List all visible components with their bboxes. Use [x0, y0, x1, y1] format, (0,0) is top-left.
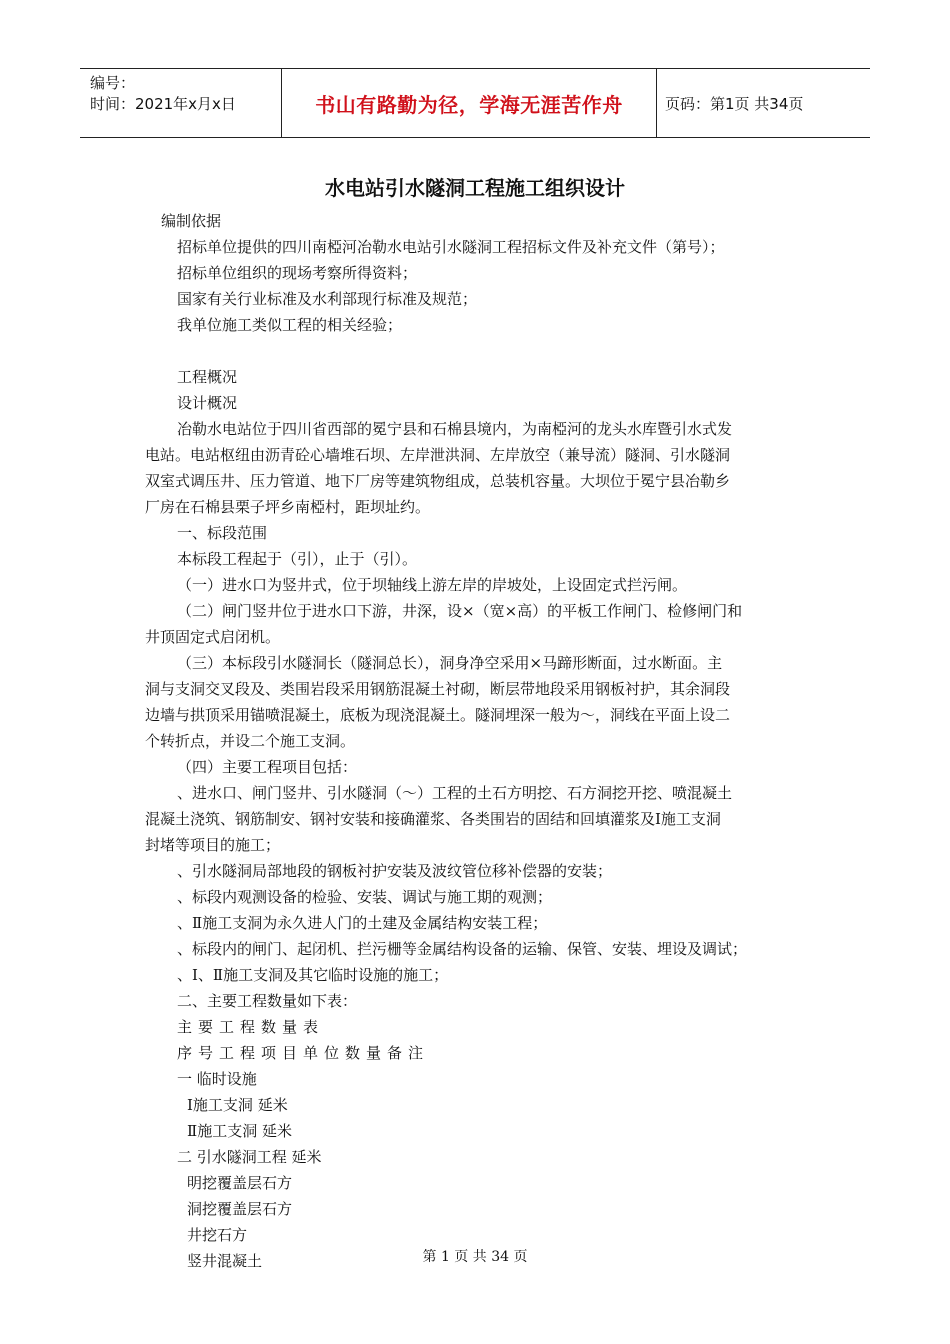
body-line: Ⅰ施工支洞 延米 [187, 1096, 288, 1114]
body-line: 招标单位组织的现场考察所得资料； [177, 264, 418, 282]
body-line: 、进水口、闸门竖井、引水隧洞（～）工程的土石方明挖、石方洞挖开挖、喷混凝土 [177, 784, 733, 802]
header-meta [80, 69, 281, 137]
body-line: 本标段工程起于（引），止于（引）。 [177, 550, 418, 568]
body-line: 二 引水隧洞工程 延米 [177, 1148, 322, 1166]
document-body [145, 208, 810, 1274]
body-line: 边墙与拱顶采用锚喷混凝土，底板为现浇混凝土。隧洞埋深一般为～，洞线在平面上设二 [145, 706, 731, 724]
body-line: （二）闸门竖井位于进水口下游，井深，设×（宽×高）的平板工作闸门、检修闸门和 [177, 602, 743, 620]
document-number-label: 编号： [90, 74, 136, 92]
body-line: 、Ⅱ施工支洞为永久进人门的土建及金属结构安装工程； [177, 914, 548, 932]
body-line: 工程概况 [177, 368, 238, 386]
body-line: （三）本标段引水隧洞长（隧洞总长），洞身净空采用×马蹄形断面，过水断面。主 [177, 654, 723, 672]
body-line: 一 临时设施 [177, 1070, 257, 1088]
body-line: 井挖石方 [187, 1226, 248, 1244]
body-line: 封堵等项目的施工； [145, 836, 281, 854]
body-line: 、Ⅰ、Ⅱ施工支洞及其它临时设施的施工； [177, 966, 449, 984]
blank-line [145, 338, 810, 364]
body-line: 电站。电站枢纽由沥青砼心墙堆石坝、左岸泄洪洞、左岸放空（兼导流）隧洞、引水隧洞 [145, 446, 731, 464]
body-line: 一、标段范围 [177, 524, 268, 542]
body-line: 、标段内观测设备的检验、安装、调试与施工期的观测； [177, 888, 553, 906]
body-line: 洞挖覆盖层石方 [187, 1200, 293, 1218]
body-line: 国家有关行业标准及水利部现行标准及规范； [177, 290, 478, 308]
body-line: 混凝土浇筑、钢筋制安、钢衬安装和接确灌浆、各类围岩的固结和回填灌浆及Ⅰ施工支洞 [145, 810, 721, 828]
body-line: 招标单位提供的四川南椏河冶勒水电站引水隧洞工程招标文件及补充文件（第号）； [177, 238, 725, 256]
body-line: 双室式调压井、压力管道、地下厂房等建筑物组成，总装机容量。大坝位于冕宁县冶勒乡 [145, 472, 731, 490]
body-line: 洞与支洞交叉段及、类围岩段采用钢筋混凝土衬砌，断层带地段采用钢板衬护，其余洞段 [145, 680, 731, 698]
body-line: 编制依据 [161, 212, 222, 230]
body-line: （一）进水口为竖井式，位于坝轴线上游左岸的岸坡处，上设固定式拦污闸。 [177, 576, 688, 594]
body-line: 、引水隧洞局部地段的钢板衬护安装及波纹管位移补偿器的安装； [177, 862, 613, 880]
body-line: 序号工程项目单位数量备注 [177, 1044, 430, 1062]
body-line: 设计概况 [177, 394, 238, 412]
page-footer: 第 1 页 共 34 页 [422, 1249, 528, 1265]
document-title: 水电站引水隧洞工程施工组织设计 [325, 176, 625, 200]
body-line: 、标段内的闸门、起闭机、拦污栅等金属结构设备的运输、保管、安装、埋设及调试； [177, 940, 748, 958]
body-line: Ⅱ施工支洞 延米 [187, 1122, 292, 1140]
header-motto: 书山有路勤为径，学海无涯苦作舟 [281, 69, 657, 137]
body-line: 冶勒水电站位于四川省西部的冕宁县和石棉县境内，为南椏河的龙头水库暨引水式发 [177, 420, 733, 438]
body-line: 井顶固定式启闭机。 [145, 628, 281, 646]
body-line: 个转折点，并设二个施工支洞。 [145, 732, 356, 750]
body-line: 我单位施工类似工程的相关经验； [177, 316, 403, 334]
body-line: 厂房在石棉县栗子坪乡南椏村，距坝址约。 [145, 498, 431, 516]
header-page-info: 页码：第1页 共34页 [665, 94, 804, 113]
body-line: 主要工程数量表 [177, 1018, 325, 1036]
body-line: 竖井混凝土 [187, 1252, 263, 1270]
body-line: （四）主要工程项目包括： [177, 758, 358, 776]
body-line: 明挖覆盖层石方 [187, 1174, 293, 1192]
header-table [80, 68, 870, 138]
document-time-label: 时间：2021年x月x日 [90, 95, 236, 113]
body-line: 二、主要工程数量如下表： [177, 992, 358, 1010]
